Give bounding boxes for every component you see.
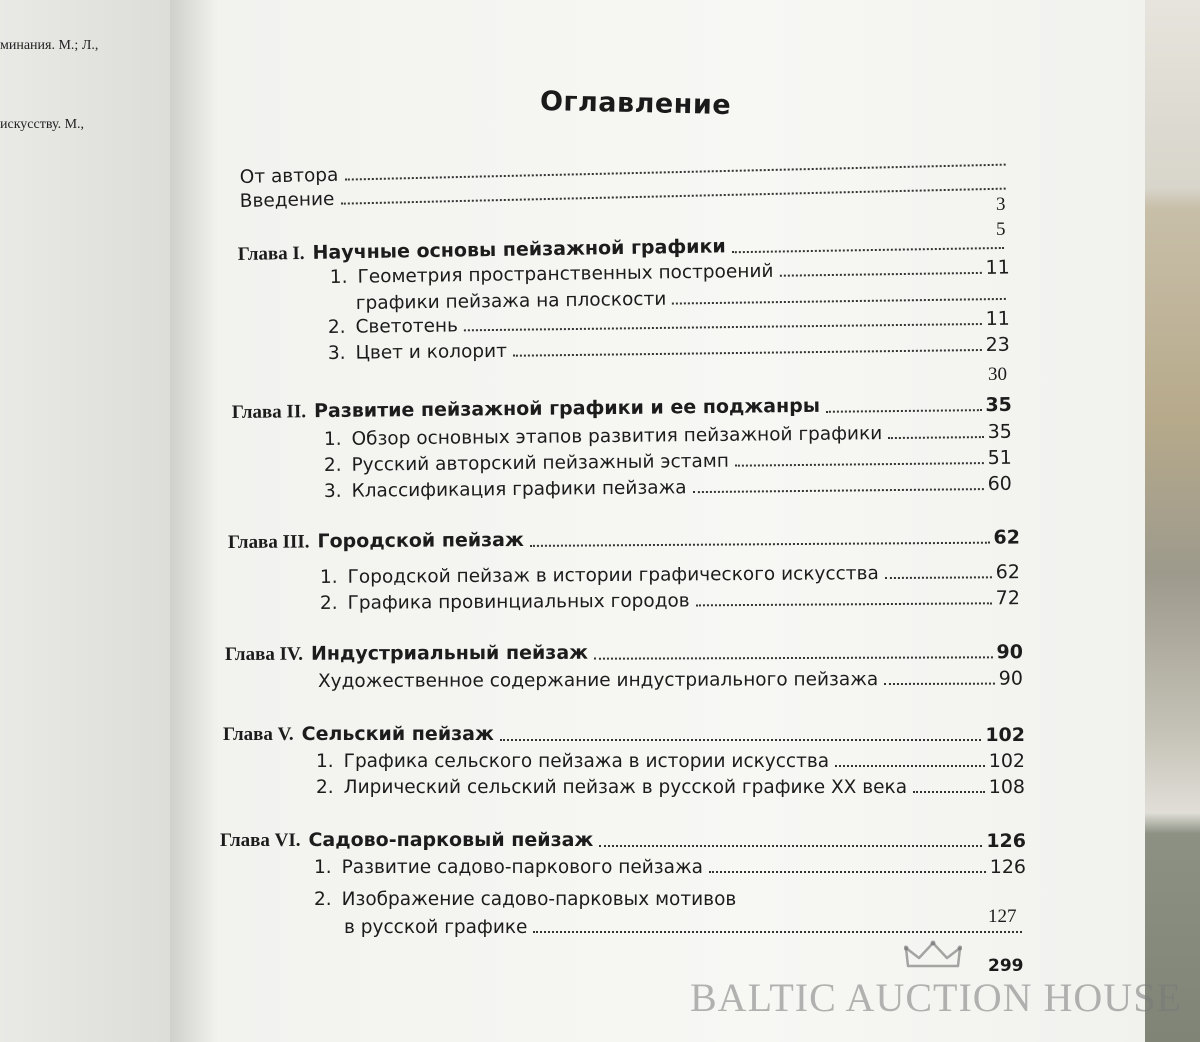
section-title: Светотень — [355, 315, 459, 338]
toc-entry-label: Введение — [239, 188, 335, 212]
toc-page-ref: 51 — [987, 446, 1012, 470]
section-number: 1. — [329, 266, 348, 288]
toc-page — [170, 0, 1145, 1042]
section-number: 3. — [323, 480, 342, 502]
toc-chapter-row[interactable] — [225, 637, 1023, 666]
dot-leader — [530, 542, 990, 547]
chapter-number: Глава II. — [231, 401, 307, 424]
section-title: Геометрия пространственных построений — [357, 260, 774, 288]
dot-leader — [533, 931, 1022, 933]
dot-leader — [513, 349, 982, 357]
toc-page-ref: 11 — [985, 307, 1010, 330]
toc-chapter-row[interactable] — [220, 826, 1026, 852]
toc-page-ref: 11 — [985, 256, 1010, 279]
chapter-title: Индустриальный пейзаж — [310, 641, 589, 665]
chapter-title: Садово-парковый пейзаж — [308, 829, 594, 851]
chapter-number: Глава I. — [237, 242, 305, 266]
toc-page-ref: 60 — [987, 472, 1012, 496]
toc-section-row[interactable] — [320, 583, 1020, 614]
chapter-number: Глава VI. — [220, 830, 301, 851]
section-title: Развитие садово-паркового пейзажа — [341, 857, 703, 878]
dot-leader — [835, 765, 985, 767]
section-title: Цвет и колорит — [355, 340, 508, 364]
toc-entry-label: От автора — [239, 164, 339, 188]
toc-page-ref: 102 — [985, 724, 1025, 746]
toc-page-ref: 35 — [985, 393, 1012, 417]
section-title: Обзор основных этапов развития пейзажной графики — [351, 423, 883, 450]
page-title: Оглавление — [539, 86, 732, 121]
dot-leader — [884, 683, 995, 685]
toc-page-ref: 72 — [995, 587, 1020, 610]
toc-section-row[interactable] — [314, 884, 1026, 910]
chapter-number: Глава V. — [223, 724, 294, 745]
toc-page-ref: 30 — [988, 364, 1007, 385]
section-title: Изображение садово-парковых мотивов — [341, 889, 737, 910]
section-title: Художественное содержание индустриального пейзажа — [317, 669, 879, 692]
toc-page-ref: 90 — [996, 641, 1023, 664]
left-page-line: искусству. М., — [0, 117, 85, 132]
page-number: 299 — [988, 956, 1024, 976]
dot-leader — [594, 656, 992, 659]
dot-leader — [709, 871, 986, 873]
section-title: Городской пейзаж в истории графического искусства — [347, 563, 879, 588]
chapter-title: Сельский пейзаж — [301, 723, 494, 745]
section-title: Лирический сельский пейзаж в русской графике XX века — [343, 777, 908, 798]
toc-page-ref: 62 — [995, 561, 1020, 584]
dot-leader — [693, 488, 984, 493]
chapter-number: Глава IV. — [224, 643, 304, 665]
dot-leader — [779, 272, 981, 277]
toc-chapter-row[interactable] — [228, 522, 1020, 554]
chapter-number: Глава III. — [227, 531, 310, 553]
section-number: 3. — [327, 342, 346, 364]
toc-page-ref: 62 — [993, 526, 1020, 549]
section-number: 1. — [323, 428, 342, 450]
section-number: 1. — [316, 751, 334, 772]
section-title: Графика сельского пейзажа в истории искусства — [343, 751, 830, 772]
toc-chapter-row[interactable] — [223, 720, 1025, 746]
dot-leader — [340, 188, 1005, 205]
dot-leader — [696, 602, 992, 606]
dot-leader — [500, 739, 981, 741]
section-number: 2. — [323, 454, 342, 476]
toc-section-row[interactable] — [314, 852, 1026, 878]
toc-page-ref: 126 — [989, 856, 1026, 878]
toc-section-row[interactable] — [316, 746, 1025, 772]
chapter-title: Развитие пейзажной графики и ее поджанры — [313, 394, 821, 423]
toc-section-row[interactable] — [318, 664, 1023, 692]
section-number: 1. — [314, 857, 332, 878]
dot-leader — [599, 845, 982, 847]
section-number: 2. — [316, 777, 334, 798]
toc-section-row[interactable] — [316, 772, 1025, 798]
toc-page-ref: 102 — [988, 750, 1025, 772]
crown-icon — [904, 940, 962, 970]
toc-page-ref: 35 — [987, 420, 1012, 444]
section-number: 2. — [314, 889, 332, 910]
section-number: 2. — [319, 592, 338, 614]
dot-leader — [885, 576, 992, 579]
dot-leader — [913, 791, 985, 793]
toc-page-ref: 23 — [985, 333, 1010, 356]
section-number: 1. — [319, 566, 338, 588]
section-title: Классификация графики пейзажа — [351, 477, 687, 502]
chapter-title: Научные основы пейзажной графики — [312, 235, 726, 264]
dot-leader — [888, 436, 983, 439]
toc-section-row-cont[interactable] — [344, 912, 1026, 938]
toc-page-ref: 5 — [996, 219, 1006, 240]
section-title: Графика провинциальных городов — [347, 590, 690, 614]
toc-page-ref: 127 — [988, 906, 1017, 927]
section-title-continued: в русской графике — [344, 917, 528, 938]
section-title-continued: графики пейзажа на плоскости — [355, 288, 667, 314]
toc-page-ref: 3 — [996, 194, 1006, 215]
section-title: Русский авторский пейзажный эстамп — [351, 450, 729, 476]
toc-page-ref: 90 — [998, 667, 1023, 690]
dot-leader — [735, 462, 984, 467]
toc-page-ref: 108 — [988, 776, 1025, 798]
chapter-title: Городской пейзаж — [317, 528, 524, 553]
left-page-line: минания. М.; Л., — [0, 38, 99, 53]
watermark-text: BALTIC AUCTION HOUSE — [690, 975, 1182, 1020]
dot-leader — [826, 409, 981, 413]
section-number: 2. — [327, 316, 346, 338]
toc-page-ref: 126 — [986, 830, 1026, 852]
